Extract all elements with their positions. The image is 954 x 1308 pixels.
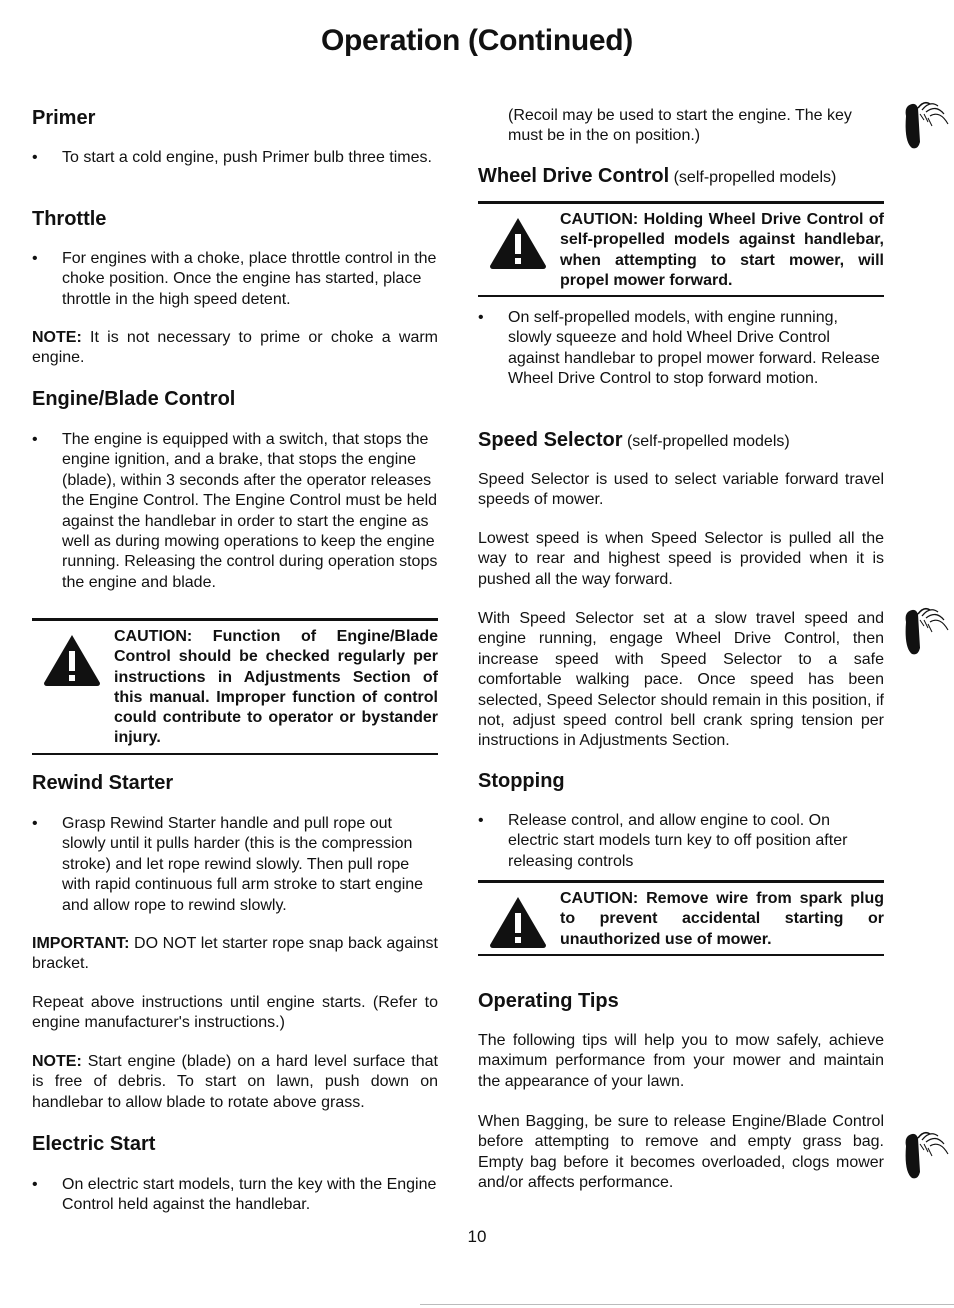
- caution-text: CAUTION: Remove wire from spark plug to prevent accidental starting or unauthorized use of mower.: [560, 890, 884, 948]
- rewind-repeat: [32, 993, 438, 1034]
- page-number: 10: [467, 1227, 487, 1246]
- tips-heading: Operating Tips: [478, 990, 619, 1012]
- caution-text: CAUTION: Holding Wheel Drive Control of self-propelled models against handlebar, when attempting to start mower, will propel mower forward.: [560, 211, 884, 289]
- speed-p1: [478, 470, 884, 511]
- throttle-note: [32, 328, 438, 369]
- engine-blade-bullet: [32, 430, 438, 593]
- speed-p2: [478, 529, 884, 590]
- engine-blade-heading: Engine/Blade Control: [32, 388, 236, 410]
- note-text: It is not necessary to prime or choke a warm engine.: [32, 329, 438, 367]
- primer-text: To start a cold engine, push Primer bulb three times.: [62, 149, 432, 166]
- warning-triangle-icon: [42, 633, 102, 687]
- note-text: Start engine (blade) on a hard level surface that is free of debris. To start on lawn, push down on handlebar to allow blade to rotate above grass.: [32, 1053, 438, 1111]
- section-speed: [478, 428, 884, 454]
- section-engine-blade: [32, 387, 438, 411]
- throttle-bullet: [32, 249, 438, 310]
- section-stopping: [478, 769, 884, 793]
- stopping-text: Release control, and allow engine to cool. On electric start models turn key to off position after releasing controls: [508, 812, 848, 870]
- footer-rule: [420, 1304, 954, 1305]
- speed-text-3: With Speed Selector set at a slow travel speed and engine running, engage Wheel Drive Control, then increase speed with Speed Selector to a safe comfortable walking pace. Once speed has been selected, Speed Selector should remain in this position, if not, adjust speed control bell crank spring tension per instructions in Adjustments Section.: [478, 610, 884, 750]
- speed-text-2: Lowest speed is when Speed Selector is pulled all the way to rear and highest speed is provided when it is pushed all the way forward.: [478, 530, 884, 588]
- recoil-note: [508, 106, 884, 147]
- engine-blade-text: The engine is equipped with a switch, that stops the engine ignition, and a brake, that stops the engine (blade), within 3 seconds after the operator releases the Engine Control. The Engine Control must be held against the handlebar in order to start the engine as well as during mowing operations to keep the engine running. Releasing the control during operation stops the engine and blade.: [62, 431, 438, 591]
- speed-subheading: (self-propelled models): [622, 433, 790, 450]
- bullet-dot: •: [32, 815, 38, 832]
- pointing-hand-icon: [900, 98, 952, 154]
- engine-blade-caution: [32, 618, 438, 755]
- primer-heading: Primer: [32, 107, 96, 129]
- warning-triangle-icon: [488, 216, 548, 270]
- stopping-caution: [478, 880, 884, 956]
- note-label: NOTE:: [32, 329, 82, 346]
- wheel-drive-caution: [478, 201, 884, 297]
- rewind-important: [32, 934, 438, 975]
- speed-p3: [478, 609, 884, 752]
- bullet-dot: •: [32, 250, 38, 267]
- pointing-hand-icon: [900, 604, 952, 660]
- repeat-text: Repeat above instructions until engine starts. (Refer to engine manufacturer's instructions.): [32, 994, 438, 1032]
- section-primer: [32, 106, 438, 130]
- recoil-text: (Recoil may be used to start the engine. The key must be in the on position.): [508, 107, 852, 145]
- note-label: NOTE:: [32, 1053, 82, 1070]
- electric-text: On electric start models, turn the key with the Engine Control held against the handlebar.: [62, 1176, 437, 1214]
- speed-heading: Speed Selector: [478, 429, 623, 451]
- wheel-drive-subheading: (self-propelled models): [669, 169, 837, 186]
- bullet-dot: •: [32, 1176, 38, 1193]
- important-text: DO NOT let starter rope snap back against bracket.: [32, 935, 438, 973]
- stopping-heading: Stopping: [478, 770, 565, 792]
- wheel-drive-text: On self-propelled models, with engine running, slowly squeeze and hold Wheel Drive Control against handlebar to propel mower forward. Release Wheel Drive Control to stop forward motion.: [508, 309, 880, 388]
- primer-bullet: [32, 148, 438, 168]
- tips-text-1: The following tips will help you to mow safely, achieve maximum performance from your mower and maintain the appearance of your lawn.: [478, 1032, 884, 1090]
- page-title: Operation (Continued): [321, 24, 633, 57]
- caution-text: CAUTION: Function of Engine/Blade Control should be checked regularly per instructions in Adjustments Section of this manual. Improper function of control could contribute to operator or bystander injury.: [114, 628, 438, 747]
- section-rewind: [32, 771, 438, 795]
- rewind-text: Grasp Rewind Starter handle and pull rope out slowly until it pulls harder (this is the compression stroke) and let rope rewind slowly. Then pull rope with rapid continuous full arm stroke to start engine and allow rope to rewind slowly.: [62, 815, 424, 914]
- bullet-dot: •: [32, 431, 38, 448]
- section-throttle: [32, 207, 438, 231]
- wheel-drive-heading: Wheel Drive Control: [478, 165, 670, 187]
- wheel-drive-bullet: [478, 308, 884, 390]
- rewind-heading: Rewind Starter: [32, 772, 174, 794]
- tips-text-2: When Bagging, be sure to release Engine/Blade Control before attempting to remove and empty grass bag. Empty bag before it becomes overloaded, clogs mower and/or affects performance.: [478, 1113, 884, 1192]
- section-electric: [32, 1132, 438, 1156]
- speed-text-1: Speed Selector is used to select variable forward travel speeds of mower.: [478, 471, 884, 509]
- rewind-note: [32, 1052, 438, 1113]
- electric-bullet: [32, 1175, 438, 1216]
- stopping-bullet: [478, 811, 884, 872]
- section-tips: [478, 989, 884, 1013]
- warning-triangle-icon: [488, 895, 548, 949]
- bullet-dot: •: [478, 309, 484, 326]
- rewind-bullet: [32, 814, 438, 916]
- section-wheel-drive: [478, 164, 884, 190]
- throttle-text: For engines with a choke, place throttle control in the choke position. Once the engine has started, place throttle in the high speed detent.: [62, 250, 437, 308]
- important-label: IMPORTANT:: [32, 935, 130, 952]
- electric-heading: Electric Start: [32, 1133, 156, 1155]
- throttle-heading: Throttle: [32, 208, 107, 230]
- tips-p1: [478, 1031, 884, 1092]
- tips-p2: [478, 1112, 884, 1194]
- pointing-hand-icon: [900, 1128, 952, 1184]
- bullet-dot: •: [32, 149, 38, 166]
- bullet-dot: •: [478, 812, 484, 829]
